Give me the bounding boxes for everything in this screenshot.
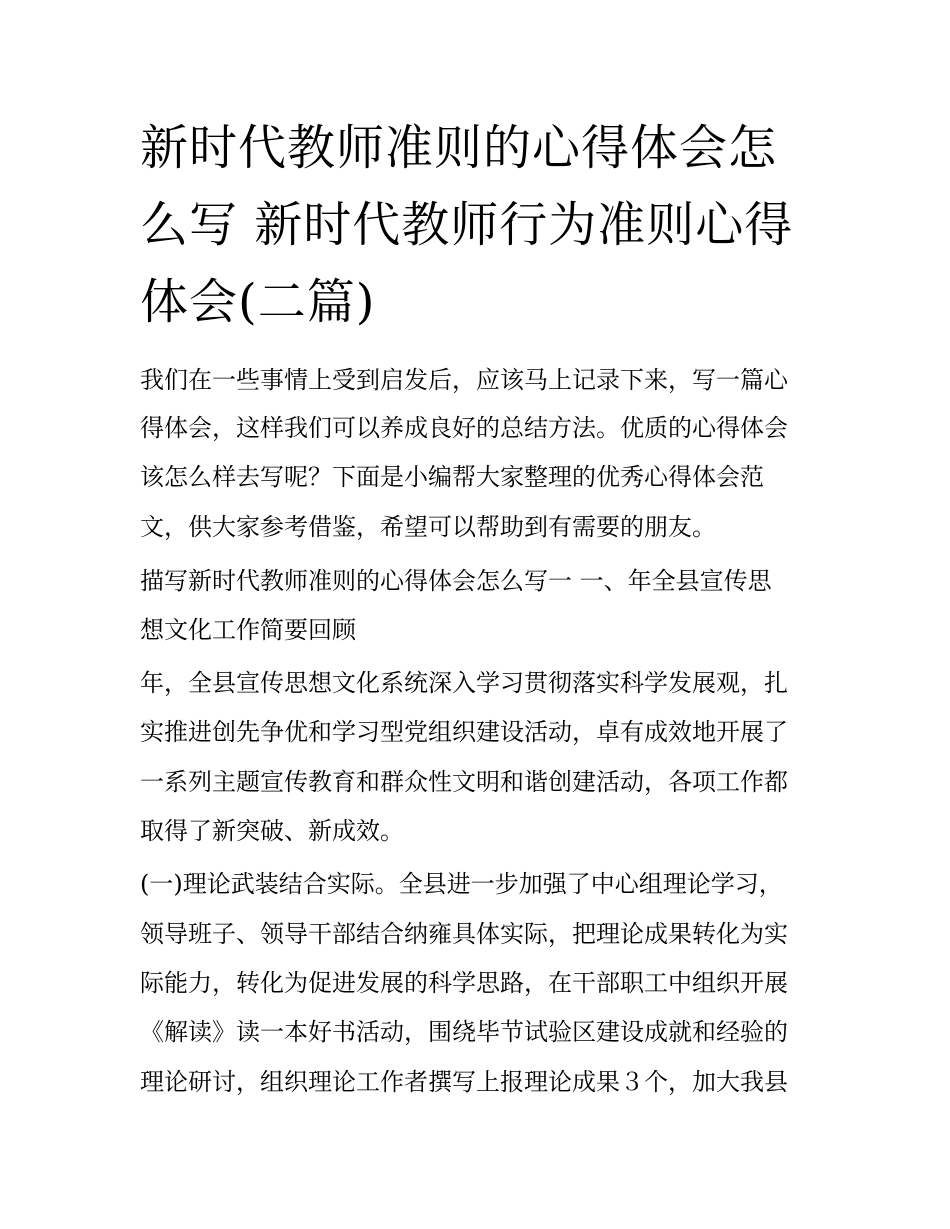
document-title-line-1: 新时代教师准则的心得体会怎	[140, 120, 778, 176]
section-heading-line: 描写新时代教师准则的心得体会怎么写一 一、年全县宣传思	[140, 567, 772, 595]
body-paragraph-line: 年，全县宣传思想文化系统深入学习贯彻落实科学发展观，扎	[140, 669, 788, 697]
intro-paragraph-line: 我们在一些事情上受到启发后，应该马上记录下来，写一篇心	[140, 366, 788, 394]
body-paragraph-line: (一)理论武装结合实际。全县进一步加强了中心组理论学习，	[140, 870, 783, 898]
body-paragraph-line: 《解读》读一本好书活动，围绕毕节试验区建设成就和经验的	[140, 1018, 788, 1046]
body-paragraph-line: 理论研讨，组织理论工作者撰写上报理论成果３个，加大我县	[140, 1068, 788, 1096]
section-heading-line: 想文化工作简要回顾	[140, 616, 356, 644]
intro-paragraph-line: 得体会，这样我们可以养成良好的总结方法。优质的心得体会	[140, 414, 788, 442]
body-paragraph-line: 际能力，转化为促进发展的科学思路，在干部职工中组织开展	[140, 969, 788, 997]
body-paragraph-line: 取得了新突破、新成效。	[140, 817, 404, 845]
body-paragraph-line: 一系列主题宣传教育和群众性文明和谐创建活动，各项工作都	[140, 768, 788, 796]
body-paragraph-line: 实推进创先争优和学习型党组织建设活动，卓有成效地开展了	[140, 718, 788, 746]
intro-paragraph-line: 该怎么样去写呢？下面是小编帮大家整理的优秀心得体会范	[140, 463, 764, 491]
intro-paragraph-line: 文，供大家参考借鉴，希望可以帮助到有需要的朋友。	[140, 513, 716, 541]
document-title-line-3: 体会(二篇)	[140, 274, 376, 330]
body-paragraph-line: 领导班子、领导干部结合纳雍具体实际，把理论成果转化为实	[140, 920, 788, 948]
document-title-line-2: 么写 新时代教师行为准则心得	[140, 197, 794, 253]
